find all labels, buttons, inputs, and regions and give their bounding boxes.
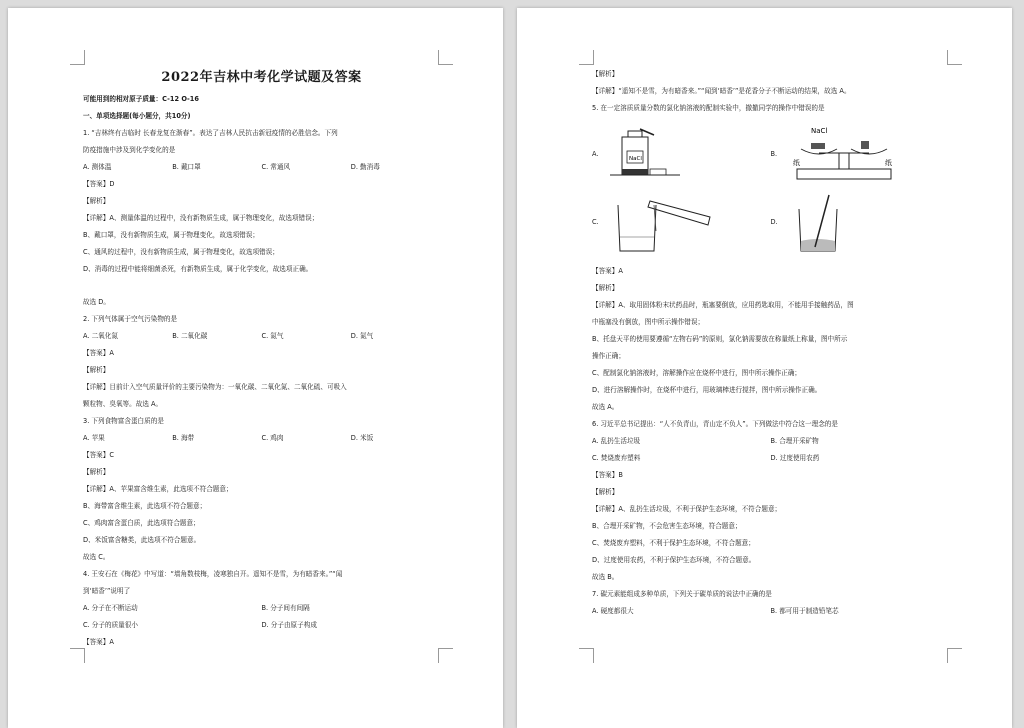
balance-illustration	[789, 123, 899, 187]
answer-option: D. 米饭	[350, 434, 374, 442]
answer-option: C. 常通风	[261, 163, 291, 171]
figure-a	[592, 123, 771, 191]
crop-mark	[438, 50, 453, 65]
text-line: 【解析】	[592, 284, 619, 292]
figure-b	[771, 123, 950, 191]
text-line: 故选 A。	[592, 403, 619, 411]
text-line: 中瓶塞没有倒放，图中所示操作错误；	[592, 318, 705, 326]
answer-options	[83, 328, 440, 345]
answer-option: A. 测体温	[83, 163, 112, 171]
text-line: 【答案】A	[83, 638, 114, 646]
text-line: 【详解】A、乱扔生活垃圾，不利于保护生态环境，不符合题意；	[592, 505, 782, 513]
text-line: 防疫措施中涉及到化学变化的是	[83, 146, 176, 154]
right-text-bottom	[592, 263, 949, 620]
text-line: 故选 C。	[83, 553, 110, 561]
text-line: 【解析】	[83, 366, 110, 374]
text-line: C、焚烧废弃塑料，不利于保护生态环境，不符合题意；	[592, 539, 755, 547]
crop-mark	[947, 50, 962, 65]
crop-mark	[70, 50, 85, 65]
figure-row-1	[592, 123, 949, 191]
answer-option: D. 氮气	[350, 332, 374, 340]
stirring-illustration	[789, 191, 859, 255]
answer-option: A. 苹果	[83, 434, 105, 442]
text-line: D、过度使用农药，不利于保护生态环境，不符合题意。	[592, 556, 756, 564]
text-line: 【详解】“遥知不是雪，为有暗香来。”“闻到‘暗香’”是花香分子不断运动的结果，故选 A。	[592, 87, 851, 95]
answer-option: A. 硬度都很大	[592, 607, 634, 615]
crop-mark	[438, 648, 453, 663]
text-line: 【详解】A、取用固体粉末状药品时，瓶塞要倒放，应用药匙取用，不能用手接触药品，图	[592, 301, 854, 309]
left-text-body	[83, 91, 440, 651]
text-line: 【答案】C	[83, 451, 114, 459]
answer-option: A. 乱扔生活垃圾	[592, 437, 641, 445]
text-line: 【详解】A、苹果富含维生素，此选项不符合题意；	[83, 485, 233, 493]
text-line: 故选 B。	[592, 573, 619, 581]
answer-option: A. 二氧化氮	[83, 332, 118, 340]
answer-options	[83, 617, 440, 634]
answer-option: B. 戴口罩	[172, 163, 201, 171]
answer-option: C. 焚烧废弃塑料	[592, 454, 641, 462]
text-line: 【答案】D	[83, 180, 115, 188]
paper-label-right: 纸	[884, 159, 892, 167]
text-line: 4. 王安石在《梅花》中写道：“墙角数枝梅，凌寒独自开。遥知不是雪，为有暗香来。”“闻	[83, 570, 343, 578]
text-line: 【解析】	[83, 468, 110, 476]
figure-label-a: A.	[592, 150, 599, 158]
answer-option: D. 过度使用农药	[770, 454, 820, 462]
answer-options	[592, 450, 949, 467]
text-line: D、进行溶解操作时，在烧杯中进行，用玻璃棒进行搅拌，图中所示操作正确。	[592, 386, 822, 394]
text-line: 【答案】A	[592, 267, 623, 275]
answer-option: B. 海带	[172, 434, 195, 442]
text-line: B、海带富含维生素，此选项不符合题意；	[83, 502, 207, 510]
right-text-top	[592, 66, 949, 117]
text-line: 一、单项选择题(每小题分，共10分)	[83, 112, 191, 120]
answer-option: D. 分子由原子构成	[261, 621, 317, 629]
text-line: 颗粒物、臭氧等。故选 A。	[83, 400, 163, 408]
figure-label-d: D.	[770, 218, 778, 226]
document-page-right	[517, 8, 1012, 728]
answer-options	[83, 159, 440, 176]
bottle-label: NaCl	[629, 156, 642, 162]
text-line: 【详解】目前计入空气质量评价的主要污染物为：一氧化碳、二氧化氮、二氧化硫、可吸入	[83, 383, 347, 391]
figure-c	[592, 191, 771, 259]
answer-option: C. 分子的质量很小	[83, 621, 138, 629]
crop-mark	[579, 50, 594, 65]
answer-option: B. 都可用于制造铅笔芯	[770, 607, 839, 615]
text-line: 3. 下列食物富含蛋白质的是	[83, 417, 164, 425]
reagent-bottle-illustration	[610, 123, 680, 187]
page-content	[83, 66, 440, 651]
text-line: 2. 下列气体属于空气污染物的是	[83, 315, 178, 323]
text-line: 【详解】A、测量体温的过程中，没有新物质生成，属于物理变化，故选项错误；	[83, 214, 319, 222]
paper-label-left: 纸	[792, 159, 800, 167]
document-page-left	[8, 8, 503, 728]
answer-option: B. 分子间有间隔	[261, 604, 310, 612]
text-line: C、配制氯化钠溶液时，溶解操作应在烧杯中进行，图中所示操作正确；	[592, 369, 802, 377]
text-line: 操作正确；	[592, 352, 625, 360]
answer-option: C. 鸡肉	[261, 434, 284, 442]
crop-mark	[947, 648, 962, 663]
nacl-label: NaCl	[810, 127, 827, 135]
answer-option: C. 氮气	[261, 332, 284, 340]
answer-option: A. 分子在不断运动	[83, 604, 138, 612]
answer-option: B. 二氧化碳	[172, 332, 208, 340]
text-line: C、通风的过程中，没有新物质生成，属于物理变化，故选项错误；	[83, 248, 279, 256]
text-line: 可能用到的相对原子质量：C-12 O-16	[83, 95, 199, 103]
answer-option: B. 合理开采矿物	[770, 437, 819, 445]
text-line: D、消毒的过程中能将细菌杀死，有新物质生成，属于化学变化，故选项正确。	[83, 265, 313, 273]
text-line: 故选 D。	[83, 298, 110, 306]
text-line: B、托盘天平的使用要遵循“左物右码”的原则，氯化钠需要放在称量纸上称量，图中所示	[592, 335, 848, 343]
blank-line	[83, 278, 440, 294]
figure-label-b: B.	[770, 150, 778, 158]
text-line: 5. 在一定溶质质量分数的氯化钠溶液的配制实验中，撤撤同学的操作中错误的是	[592, 104, 825, 112]
text-line: 【解析】	[83, 197, 110, 205]
text-line: B、合理开采矿物，不会危害生态环境，符合题意；	[592, 522, 742, 530]
text-line: 【答案】B	[592, 471, 623, 479]
text-line: C、鸡肉富含蛋白质，此选项符合题意；	[83, 519, 200, 527]
answer-options	[592, 603, 949, 620]
answer-options	[592, 433, 949, 450]
crop-mark	[579, 648, 594, 663]
text-line: 【答案】A	[83, 349, 114, 357]
answer-options	[83, 600, 440, 617]
figure-d	[771, 191, 950, 259]
answer-option: D. 勤消毒	[350, 163, 380, 171]
text-line: B、戴口罩，没有新物质生成，属于物理变化，故选项错误；	[83, 231, 259, 239]
text-line: 到‘暗香’”说明了	[83, 587, 131, 595]
figure-row-2	[592, 191, 949, 259]
text-line: 7. 碳元素能组成多种单质，下列关于碳单质的说法中正确的是	[592, 590, 772, 598]
text-line: D、米饭富含糖类，此选项不符合题意。	[83, 536, 201, 544]
text-line: 1. “吉林终有吉临时 长春龙复在渐春”。表达了吉林人民抗击新冠疫情的必胜信念。下列	[83, 129, 338, 137]
document-title: 2022年吉林中考化学试题及答案	[161, 70, 362, 85]
figure-label-c: C.	[592, 218, 599, 226]
text-line: 【解析】	[592, 488, 619, 496]
answer-options	[83, 430, 440, 447]
page-content	[592, 66, 949, 620]
text-line: 【解析】	[592, 70, 619, 78]
text-line: 6. 习近平总书记提出：“人不负青山，青山定不负人”。下列做法中符合这一理念的是	[592, 420, 838, 428]
pouring-illustration	[610, 191, 730, 255]
